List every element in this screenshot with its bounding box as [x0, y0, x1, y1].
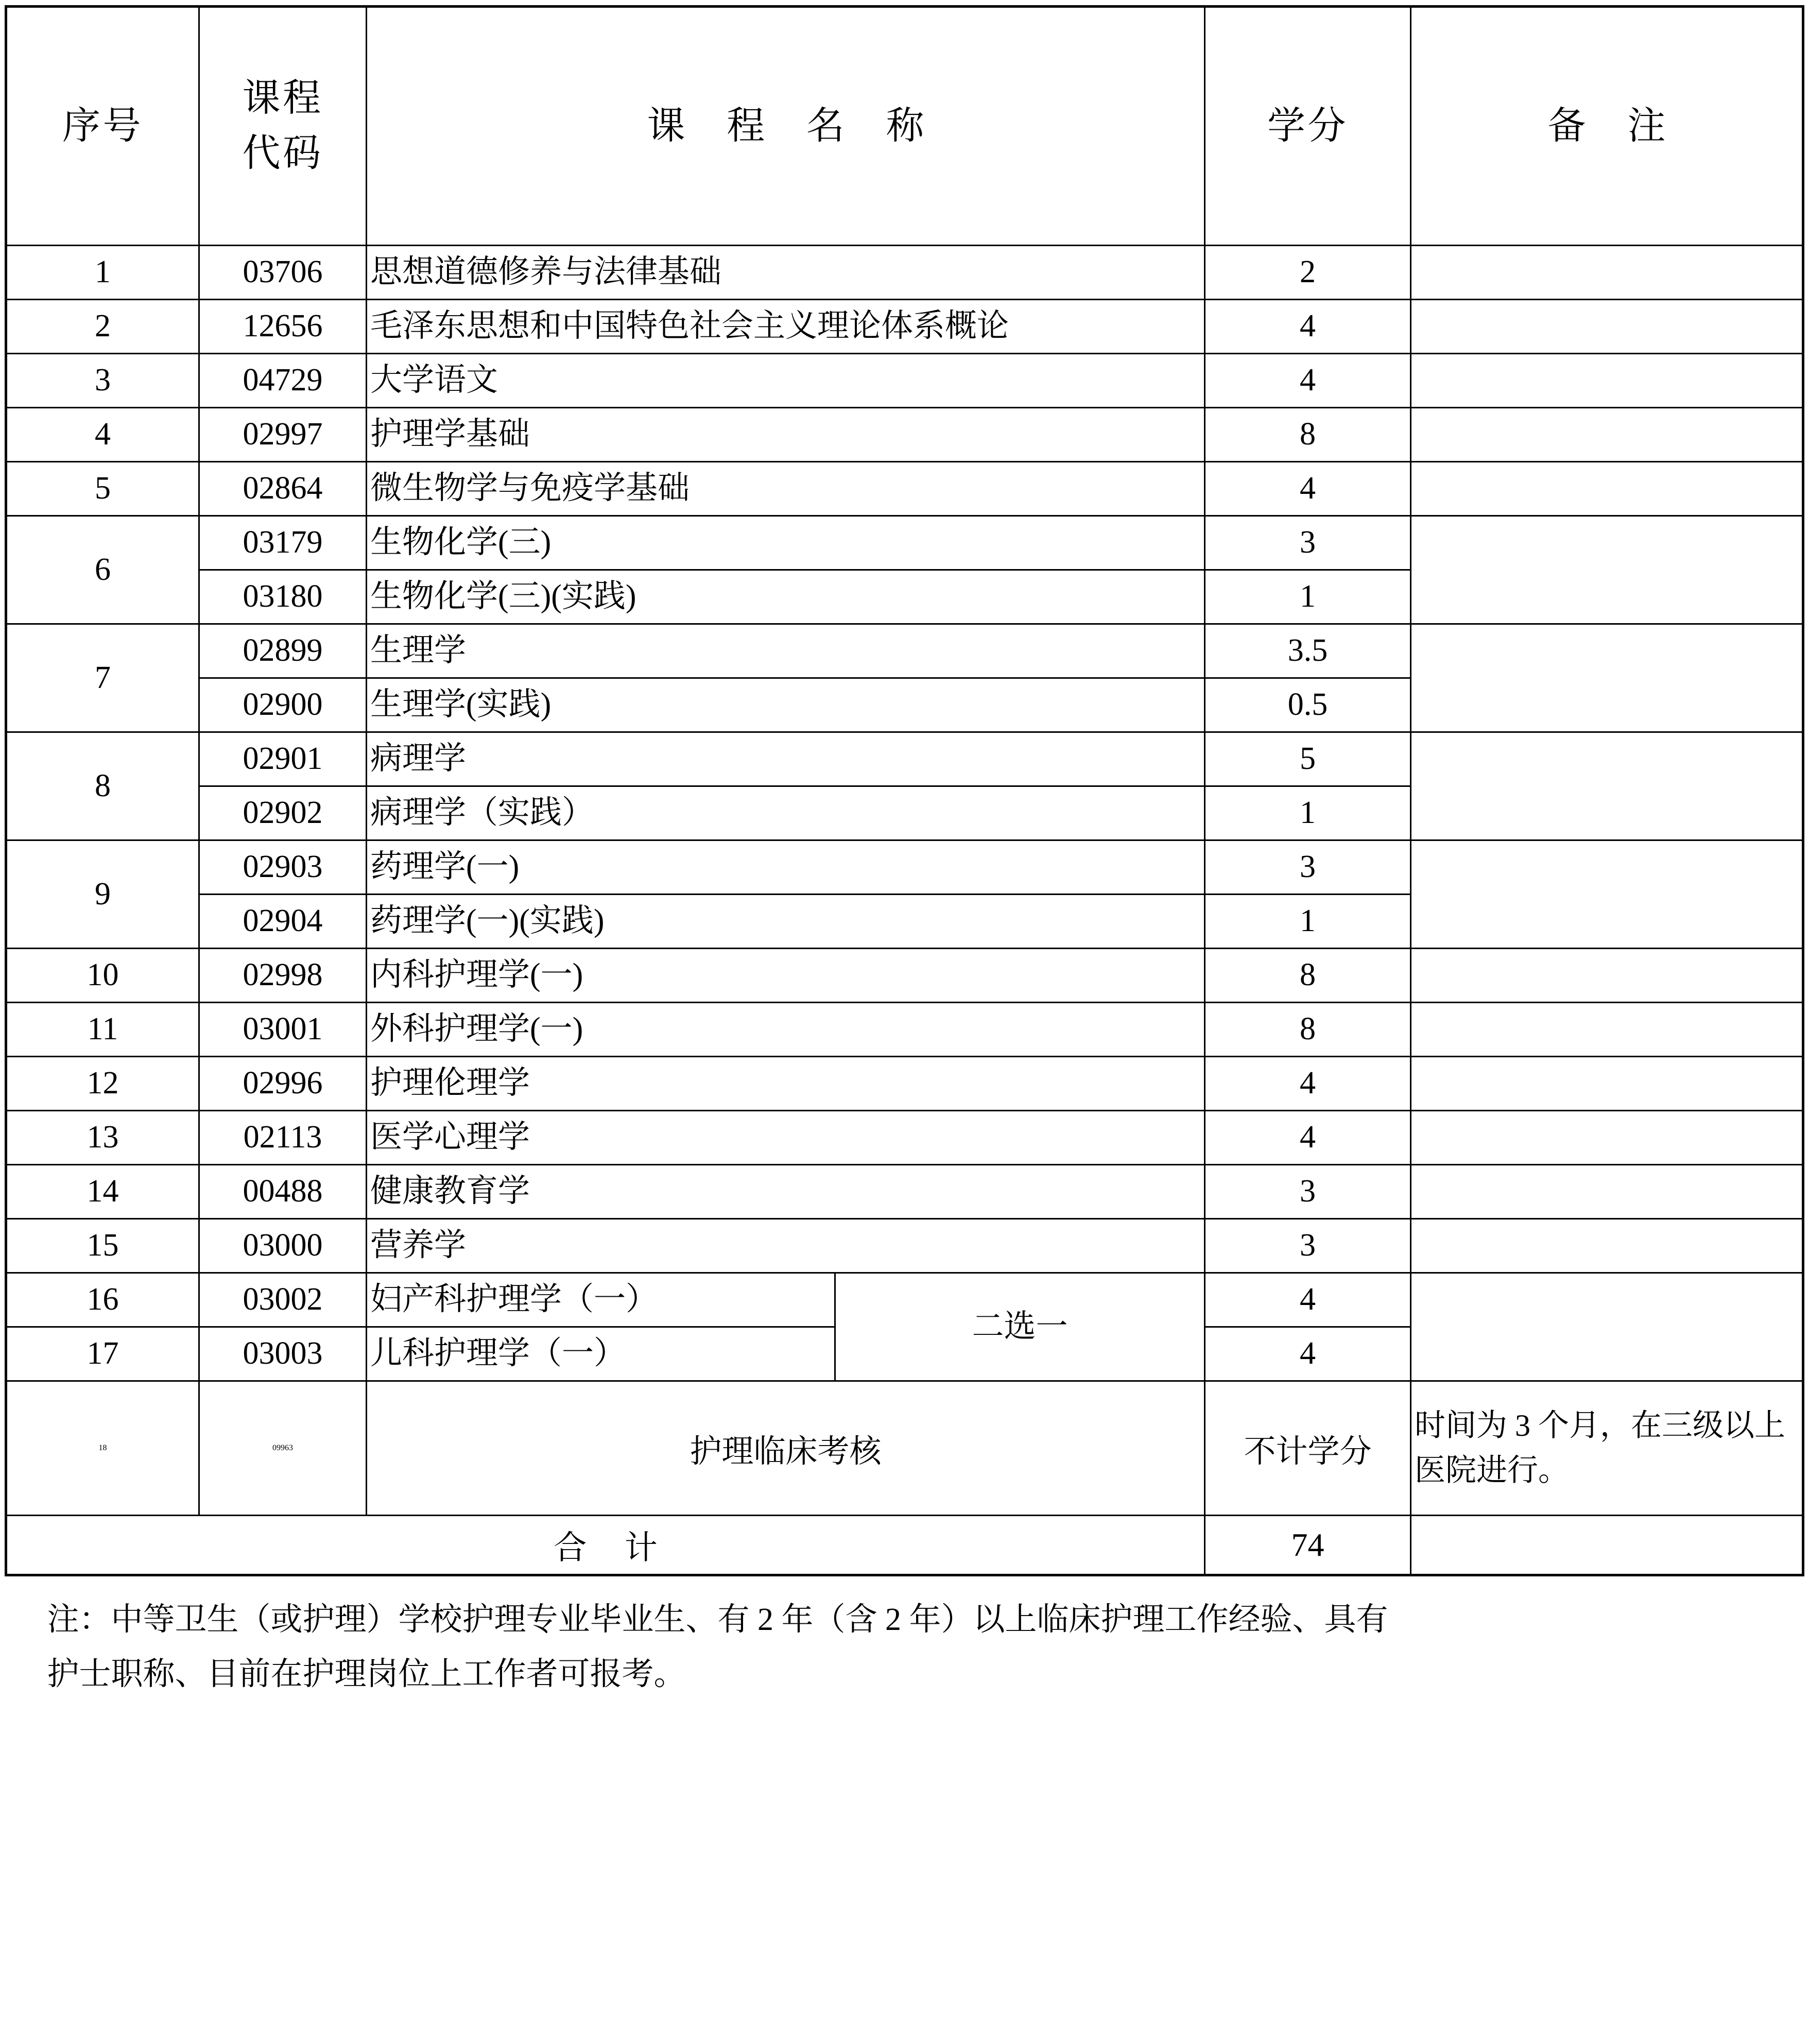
cell-credit: 4: [1205, 1327, 1411, 1381]
cell-code: 02900: [199, 678, 366, 732]
cell-seq: 5: [6, 462, 199, 516]
cell-credit: 不计学分: [1205, 1381, 1411, 1516]
cell-seq: 11: [6, 1003, 199, 1057]
header-note: 备 注: [1411, 7, 1803, 246]
cell-code: 02902: [199, 786, 366, 840]
cell-code: 00488: [199, 1165, 366, 1219]
cell-note: [1411, 1111, 1803, 1165]
header-course-name: 课 程 名 称: [366, 7, 1204, 246]
cell-credit: 4: [1205, 1273, 1411, 1327]
table-row-clinical: [6, 1381, 1803, 1516]
cell-note: [1411, 516, 1803, 624]
cell-code: 02996: [199, 1057, 366, 1111]
choose-one-label: 二选一: [835, 1273, 1204, 1381]
cell-code: 04729: [199, 354, 366, 408]
cell-credit: 4: [1205, 300, 1411, 354]
cell-name: 药理学(一)(实践): [366, 895, 1204, 949]
cell-code: 02901: [199, 732, 366, 786]
cell-note: [1411, 949, 1803, 1003]
total-label: 合 计: [6, 1516, 1204, 1575]
cell-seq: 2: [6, 300, 199, 354]
cell-credit: 4: [1205, 1057, 1411, 1111]
cell-seq: 16: [6, 1273, 199, 1327]
table-row: [6, 1273, 1803, 1327]
cell-credit: 8: [1205, 949, 1411, 1003]
cell-code: 03002: [199, 1273, 366, 1327]
cell-seq: 10: [6, 949, 199, 1003]
cell-code: 02864: [199, 462, 366, 516]
cell-seq: 1: [6, 246, 199, 300]
cell-code: 03000: [199, 1219, 366, 1273]
cell-name: 病理学: [366, 732, 1204, 786]
cell-code: 02113: [199, 1111, 366, 1165]
cell-code: 12656: [199, 300, 366, 354]
cell-name: 大学语文: [366, 354, 1204, 408]
cell-note: [1411, 624, 1803, 732]
cell-name: 妇产科护理学（一）: [366, 1273, 835, 1327]
cell-name: 营养学: [366, 1219, 1204, 1273]
header-course-code-line1: 课程: [242, 77, 323, 119]
cell-seq: 9: [6, 840, 199, 949]
cell-credit: 1: [1205, 786, 1411, 840]
cell-code: 03179: [199, 516, 366, 570]
total-note: [1411, 1516, 1803, 1575]
table-row: [6, 354, 1803, 408]
cell-seq: 15: [6, 1219, 199, 1273]
cell-credit: 3: [1205, 516, 1411, 570]
footnote: [6, 1594, 1803, 1701]
table-row: [6, 408, 1803, 462]
cell-note: [1411, 354, 1803, 408]
cell-name: 思想道德修养与法律基础: [366, 246, 1204, 300]
cell-credit: 8: [1205, 1003, 1411, 1057]
cell-name: 生理学: [366, 624, 1204, 678]
cell-seq: 3: [6, 354, 199, 408]
cell-note: [1411, 732, 1803, 840]
cell-name: 药理学(一): [366, 840, 1204, 895]
cell-note: [1411, 408, 1803, 462]
cell-note: [1411, 246, 1803, 300]
cell-name: 健康教育学: [366, 1165, 1204, 1219]
cell-code: 02903: [199, 840, 366, 895]
cell-seq: 4: [6, 408, 199, 462]
cell-seq: 12: [6, 1057, 199, 1111]
cell-name: 儿科护理学（一）: [366, 1327, 835, 1381]
table-row: [6, 840, 1803, 895]
cell-seq: 14: [6, 1165, 199, 1219]
table-row: [6, 1057, 1803, 1111]
cell-code: 03180: [199, 570, 366, 624]
table-body: [6, 246, 1803, 1575]
cell-name: 内科护理学(一): [366, 949, 1204, 1003]
table-row: [6, 732, 1803, 786]
table-row: [6, 949, 1803, 1003]
cell-seq: 8: [6, 732, 199, 840]
table-row: [6, 624, 1803, 678]
cell-name: 病理学（实践）: [366, 786, 1204, 840]
table-row: [6, 1111, 1803, 1165]
cell-name: 生物化学(三)(实践): [366, 570, 1204, 624]
table-header: [6, 7, 1803, 246]
cell-code: 02998: [199, 949, 366, 1003]
total-credit: 74: [1205, 1516, 1411, 1575]
table-row: [6, 1219, 1803, 1273]
table-row-total: [6, 1516, 1803, 1575]
header-course-code: [199, 7, 366, 246]
cell-credit: 4: [1205, 354, 1411, 408]
cell-credit: 3: [1205, 1165, 1411, 1219]
table-row: [6, 1003, 1803, 1057]
cell-note: 时间为 3 个月，在三级以上医院进行。: [1411, 1381, 1803, 1516]
cell-credit: 3: [1205, 840, 1411, 895]
cell-code: 02899: [199, 624, 366, 678]
cell-credit: 8: [1205, 408, 1411, 462]
table-row: [6, 462, 1803, 516]
cell-credit: 0.5: [1205, 678, 1411, 732]
cell-note: [1411, 1219, 1803, 1273]
table-row: [6, 1165, 1803, 1219]
cell-note: [1411, 1003, 1803, 1057]
cell-credit: 3.5: [1205, 624, 1411, 678]
cell-name: 护理伦理学: [366, 1057, 1204, 1111]
cell-credit: 1: [1205, 570, 1411, 624]
cell-name: 外科护理学(一): [366, 1003, 1204, 1057]
cell-code: 03706: [199, 246, 366, 300]
cell-name: 生理学(实践): [366, 678, 1204, 732]
cell-name: 毛泽东思想和中国特色社会主义理论体系概论: [366, 300, 1204, 354]
cell-code: 03003: [199, 1327, 366, 1381]
cell-name: 护理临床考核: [366, 1381, 1204, 1516]
header-row: [6, 7, 1803, 246]
header-credit: 学分: [1205, 7, 1411, 246]
cell-name: 护理学基础: [366, 408, 1204, 462]
header-seq: 序号: [6, 7, 199, 246]
cell-credit: 5: [1205, 732, 1411, 786]
table-row: [6, 300, 1803, 354]
table-row: [6, 516, 1803, 570]
cell-credit: 3: [1205, 1219, 1411, 1273]
cell-seq: 7: [6, 624, 199, 732]
table-row: [6, 246, 1803, 300]
footnote-line-1: 注：中等卫生（或护理）学校护理专业毕业生、有 2 年（含 2 年）以上临床护理工作经验、具有: [47, 1602, 1388, 1637]
cell-code: 02997: [199, 408, 366, 462]
cell-credit: 4: [1205, 1111, 1411, 1165]
cell-code: 03001: [199, 1003, 366, 1057]
cell-seq: 17: [6, 1327, 199, 1381]
cell-name: 医学心理学: [366, 1111, 1204, 1165]
cell-note: [1411, 1165, 1803, 1219]
cell-note: [1411, 300, 1803, 354]
cell-name: 生物化学(三): [366, 516, 1204, 570]
cell-seq: 18: [6, 1381, 199, 1516]
cell-credit: 2: [1205, 246, 1411, 300]
cell-note: [1411, 1057, 1803, 1111]
cell-note: [1411, 462, 1803, 516]
cell-seq: 13: [6, 1111, 199, 1165]
cell-credit: 1: [1205, 895, 1411, 949]
cell-name: 微生物学与免疫学基础: [366, 462, 1204, 516]
cell-seq: 6: [6, 516, 199, 624]
cell-code: 09963: [199, 1381, 366, 1516]
header-course-code-line2: 代码: [242, 132, 323, 175]
cell-note: [1411, 840, 1803, 949]
cell-code: 02904: [199, 895, 366, 949]
course-table: [5, 5, 1804, 1576]
cell-credit: 4: [1205, 462, 1411, 516]
cell-note: [1411, 1273, 1803, 1381]
footnote-line-2: 护士职称、目前在护理岗位上工作者可报考。: [47, 1657, 686, 1692]
